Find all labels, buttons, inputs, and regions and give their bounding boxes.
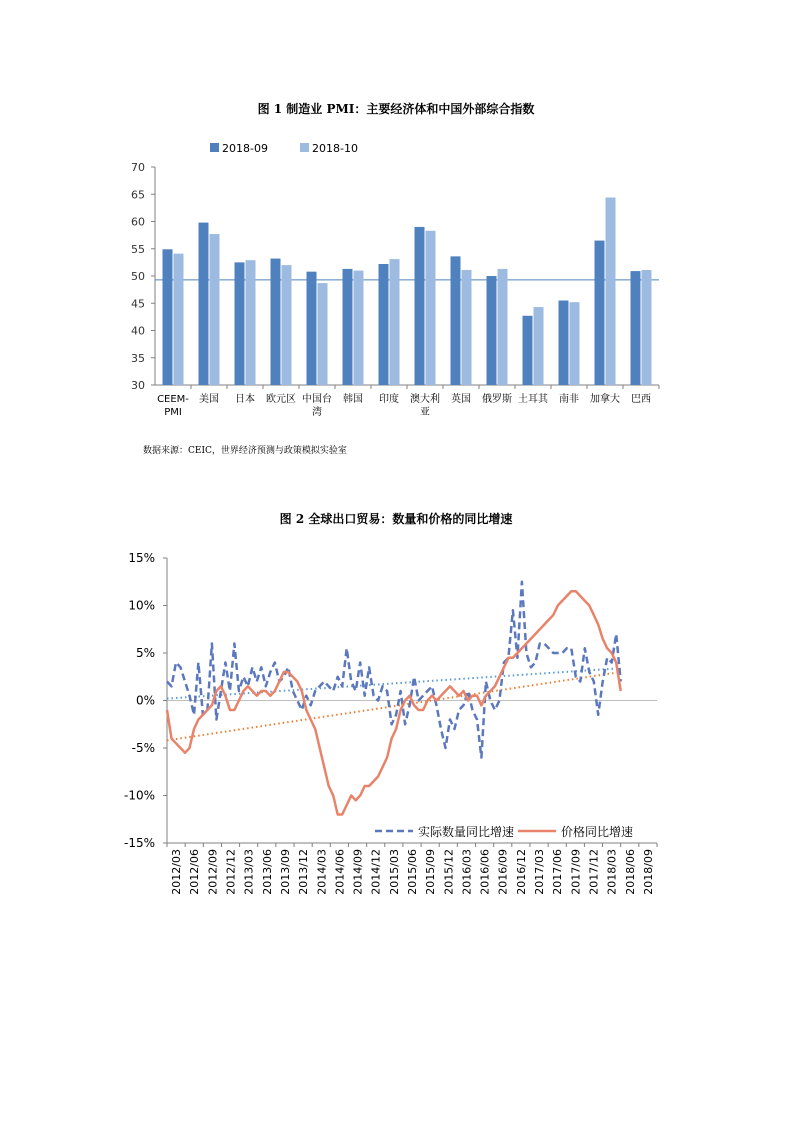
chart1-legend: [210, 142, 358, 155]
trade-line-chart: [0, 500, 793, 920]
chart2-x-tick-label: 2018/03: [605, 849, 619, 895]
chart2-x-tick-label: 2017/06: [551, 849, 565, 895]
bar-2018-09-美国: [199, 223, 209, 385]
chart1-category-label: 亚: [420, 407, 430, 418]
chart2-x-tick-label: 2013/03: [242, 849, 256, 895]
legend-label-价格同比增速: 价格同比增速: [561, 825, 634, 839]
chart1-title: 图 1 制造业 PMI：主要经济体和中国外部综合指数: [257, 102, 535, 116]
pmi-bar-chart: [0, 80, 793, 550]
bar-2018-10-CEEM-PMI: [174, 254, 184, 385]
chart1-category-label: 中国台: [302, 394, 332, 405]
legend-label-实际数量同比增速: 实际数量同比增速: [418, 825, 515, 839]
bar-2018-10-韩国: [354, 271, 364, 385]
bar-2018-10-印度: [390, 259, 400, 385]
chart1-bars: [163, 198, 652, 385]
chart2-x-tick-label: 2012/03: [170, 849, 184, 895]
chart1-y-tick-label: 65: [131, 188, 145, 202]
chart2-x-tick-label: 2017/09: [569, 849, 583, 895]
chart2-x-tick-label: 2018/09: [641, 849, 655, 895]
chart2-x-tick-label: 2016/06: [478, 849, 492, 895]
chart1-category-label: 土耳其: [518, 394, 548, 405]
chart2-x-tick-label: 2017/03: [533, 849, 547, 895]
chart1-category-label: 加拿大: [590, 394, 620, 405]
chart2-y-tick-label: -5%: [131, 741, 155, 755]
chart2-x-tick-label: 2014/03: [315, 849, 329, 895]
bar-2018-09-土耳其: [523, 316, 533, 385]
chart2-title: 图 2 全球出口贸易：数量和价格的同比增速: [279, 512, 513, 526]
chart1-y-tick-label: 30: [131, 379, 145, 392]
chart2-x-tick-label: 2018/06: [623, 849, 637, 895]
chart2-legend: [375, 824, 633, 839]
chart1-y-tick-label: 55: [131, 242, 145, 256]
chart2-x-tick-label: 2015/12: [442, 849, 456, 895]
chart2-x-tick-label: 2016/12: [514, 849, 528, 895]
chart2-x-tick-label: 2013/12: [297, 849, 311, 895]
bar-2018-10-南非: [570, 302, 580, 385]
chart2-y-tick-label: 10%: [128, 598, 155, 613]
chart1-category-label: 日本: [235, 394, 255, 405]
chart2-x-tick-label: 2015/03: [387, 849, 401, 895]
chart2-y-tick-label: 15%: [128, 551, 155, 565]
bar-2018-10-加拿大: [606, 198, 616, 385]
bar-2018-09-欧元区: [271, 259, 281, 385]
trend-line-实际数量同比增速: [167, 668, 621, 698]
chart2-x-tick-label: 2012/06: [188, 849, 202, 895]
chart1-y-tick-label: 70: [131, 161, 145, 174]
chart2-x-tick-label: 2013/06: [260, 849, 274, 895]
chart2-y-tick-label: 0%: [135, 693, 155, 708]
bar-2018-09-俄罗斯: [487, 276, 497, 385]
bar-2018-10-土耳其: [534, 307, 544, 385]
chart1-category-label: 美国: [199, 394, 219, 405]
chart1-y-tick-label: 35: [131, 351, 145, 365]
chart1-category-label: PMI: [164, 407, 182, 418]
chart2-x-tick-label: 2017/12: [587, 849, 601, 895]
bar-2018-09-中国台湾: [307, 272, 317, 385]
chart1-y-tick-label: 40: [131, 324, 145, 338]
legend-label-2018-10: 2018-10: [312, 142, 358, 155]
chart1-category-label: 澳大利: [410, 394, 440, 405]
bar-2018-10-日本: [246, 260, 256, 385]
chart2-x-tick-label: 2012/12: [224, 849, 238, 895]
legend-label-2018-09: 2018-09: [222, 142, 268, 155]
chart1-category-label: CEEM-: [157, 394, 189, 405]
bar-2018-10-澳大利亚: [426, 231, 436, 385]
chart1-y-tick-label: 45: [131, 297, 145, 311]
bar-2018-09-加拿大: [595, 241, 605, 385]
bar-2018-10-巴西: [642, 270, 652, 385]
chart2-x-tick-label: 2014/06: [333, 849, 347, 895]
bar-2018-09-韩国: [343, 269, 353, 385]
bar-2018-10-中国台湾: [318, 283, 328, 385]
chart2-x-tick-label: 2015/09: [424, 849, 438, 895]
bar-2018-09-巴西: [631, 271, 641, 385]
legend-swatch-2018-09: [210, 143, 219, 152]
chart1-y-tick-label: 60: [131, 215, 145, 229]
bar-2018-09-日本: [235, 262, 245, 385]
chart1-category-label: 南非: [559, 394, 579, 405]
bar-2018-10-欧元区: [282, 265, 292, 385]
chart2-x-tick-label: 2016/03: [460, 849, 474, 895]
legend-swatch-2018-10: [300, 143, 309, 152]
chart2-y-tick-label: -10%: [123, 788, 155, 803]
bar-2018-09-南非: [559, 301, 569, 385]
chart1-category-label: 印度: [379, 394, 399, 405]
chart2-x-tick-label: 2015/06: [406, 849, 419, 895]
bar-2018-09-英国: [451, 256, 461, 385]
chart2-x-tick-label: 2014/09: [351, 849, 365, 895]
chart1-y-tick-label: 50: [131, 270, 145, 283]
bar-2018-10-俄罗斯: [498, 269, 508, 385]
chart1-source: 数据来源：CEIC，世界经济预测与政策模拟实验室: [143, 446, 347, 456]
series-line-价格同比增速: [167, 591, 621, 814]
bar-2018-10-美国: [210, 234, 220, 385]
chart1-category-label: 英国: [451, 394, 471, 405]
chart2-x-tick-label: 2013/09: [278, 849, 292, 895]
bar-2018-09-印度: [379, 264, 389, 385]
chart2-y-tick-label: -15%: [123, 836, 155, 850]
chart1-category-labels: [157, 392, 651, 418]
chart2-x-tick-label: 2014/12: [369, 849, 383, 895]
chart1-category-label: 巴西: [631, 394, 651, 405]
chart2-y-tick-label: 5%: [135, 646, 155, 660]
chart2-x-tick-label: 2016/09: [496, 849, 510, 895]
bar-2018-10-英国: [462, 270, 472, 385]
chart1-category-label: 湾: [312, 407, 322, 418]
chart1-category-label: 俄罗斯: [482, 394, 512, 405]
chart2-x-tick-label: 2012/09: [206, 849, 220, 895]
chart2-trend-lines: [167, 668, 621, 740]
bar-2018-09-CEEM-PMI: [163, 249, 173, 385]
bar-2018-09-澳大利亚: [415, 227, 425, 385]
chart2-series: [167, 582, 621, 815]
chart1-category-label: 欧元区: [266, 394, 296, 405]
chart1-category-label: 韩国: [343, 394, 363, 405]
